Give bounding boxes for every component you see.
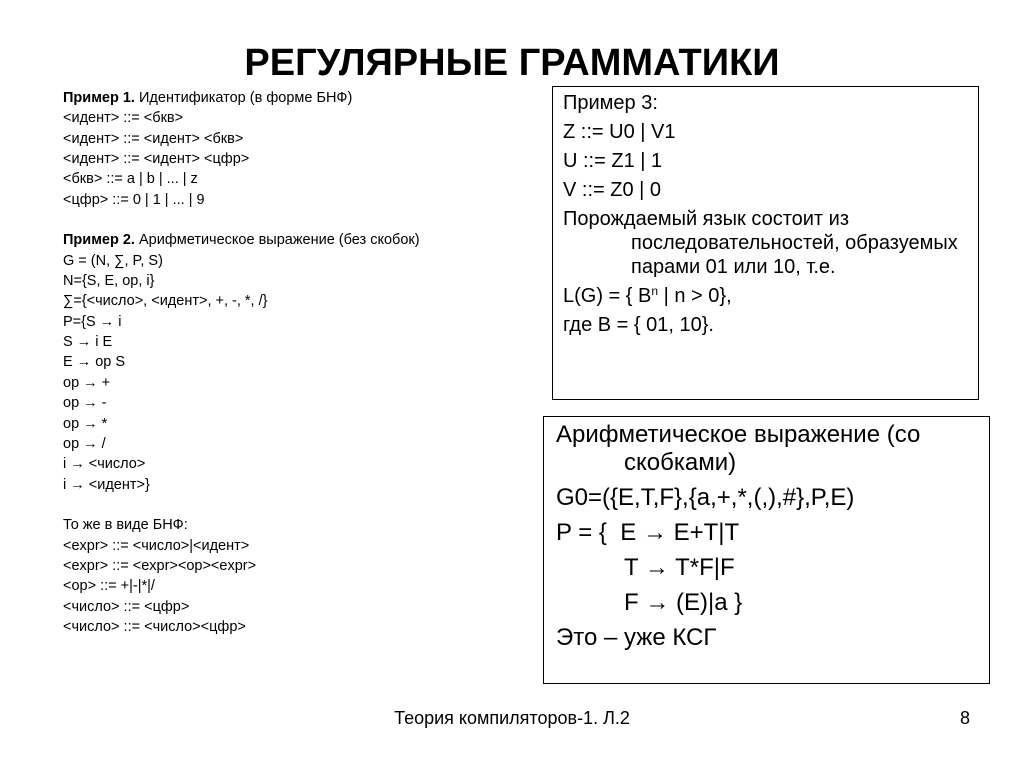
example1-line: <идент> ::= <идент> <бкв> bbox=[63, 130, 244, 147]
spacer bbox=[63, 495, 543, 515]
example2-line: P={S → i bbox=[63, 313, 122, 330]
arith-grammar: G0=({E,T,F},{a,+,*,(,),#},P,E) bbox=[556, 484, 855, 511]
arith-note: Это – уже КСГ bbox=[556, 624, 717, 651]
example1-line: <идент> ::= <бкв> bbox=[63, 110, 184, 127]
example3-heading: Пример 3: bbox=[563, 92, 658, 114]
page-number: 8 bbox=[959, 708, 970, 728]
example2-line: E → op S bbox=[63, 354, 126, 371]
example2-label: Пример 2. bbox=[63, 232, 135, 249]
example1-label: Пример 1. bbox=[63, 90, 135, 106]
example3-box bbox=[552, 86, 979, 400]
language-prefix: L(G) = { B bbox=[563, 285, 652, 307]
bnf-line: <op> ::= +|-|*|/ bbox=[63, 578, 155, 595]
example3-rule: U ::= Z1 | 1 bbox=[563, 150, 663, 172]
example2-line: ∑={<число>, <идент>, +, -, *, /} bbox=[63, 293, 268, 310]
example1-line: <бкв> ::= a | b | ... | z bbox=[63, 171, 198, 188]
example2-title: Арифметическое выражение (без скобок) bbox=[134, 232, 420, 249]
language-suffix: | n > 0}, bbox=[658, 285, 732, 307]
arith-box bbox=[543, 416, 990, 684]
arith-rule: T → T*F|F bbox=[624, 554, 735, 581]
slide-title: РЕГУЛЯРНЫЕ ГРАММАТИКИ bbox=[244, 42, 780, 84]
example3-rule: V ::= Z0 | 0 bbox=[563, 179, 662, 201]
example3-language bbox=[563, 284, 968, 308]
example2-line: op → - bbox=[63, 395, 107, 412]
example2-line: S → i E bbox=[63, 334, 113, 351]
example2-line: N={S, E, op, i} bbox=[63, 273, 155, 290]
left-column bbox=[63, 88, 543, 637]
bnf-heading: То же в виде БНФ: bbox=[63, 517, 188, 534]
example2-line: op → * bbox=[63, 415, 108, 432]
example3-where: где B = { 01, 10}. bbox=[563, 314, 714, 336]
example2-line: i → <идент>} bbox=[63, 476, 150, 493]
example3-rule: Z ::= U0 | V1 bbox=[563, 121, 676, 143]
arith-heading: Арифметическое выражение (со скобками) bbox=[556, 421, 921, 476]
example3-description: Порождаемый язык состоит из последовательностей, образуемых парами 01 или 10, т.е. bbox=[563, 208, 958, 278]
example1-title: Идентификатор (в форме БНФ) bbox=[134, 90, 353, 106]
example2-line: op → / bbox=[63, 435, 106, 452]
bnf-line: <expr> ::= <число>|<идент> bbox=[63, 537, 250, 554]
example2-heading bbox=[63, 230, 543, 250]
footer-course: Теория компиляторов-1. Л.2 bbox=[394, 708, 630, 728]
bnf-line: <expr> ::= <expr><op><expr> bbox=[63, 557, 257, 574]
example1-line: <цфр> ::= 0 | 1 | ... | 9 bbox=[63, 191, 205, 208]
example1-line: <идент> ::= <идент> <цфр> bbox=[63, 151, 250, 168]
spacer bbox=[63, 210, 543, 230]
example1-heading bbox=[63, 88, 543, 108]
example2-line: i → <число> bbox=[63, 456, 146, 473]
bnf-line: <число> ::= <число><цфр> bbox=[63, 618, 246, 635]
example2-line: op → + bbox=[63, 374, 111, 391]
language-exponent: n bbox=[651, 283, 659, 298]
arith-rule: P = { E → E+T|T bbox=[556, 519, 740, 546]
arith-rule: F → (E)|a } bbox=[624, 589, 743, 616]
example2-line: G = (N, ∑, P, S) bbox=[63, 252, 163, 269]
bnf-line: <число> ::= <цфр> bbox=[63, 598, 190, 615]
